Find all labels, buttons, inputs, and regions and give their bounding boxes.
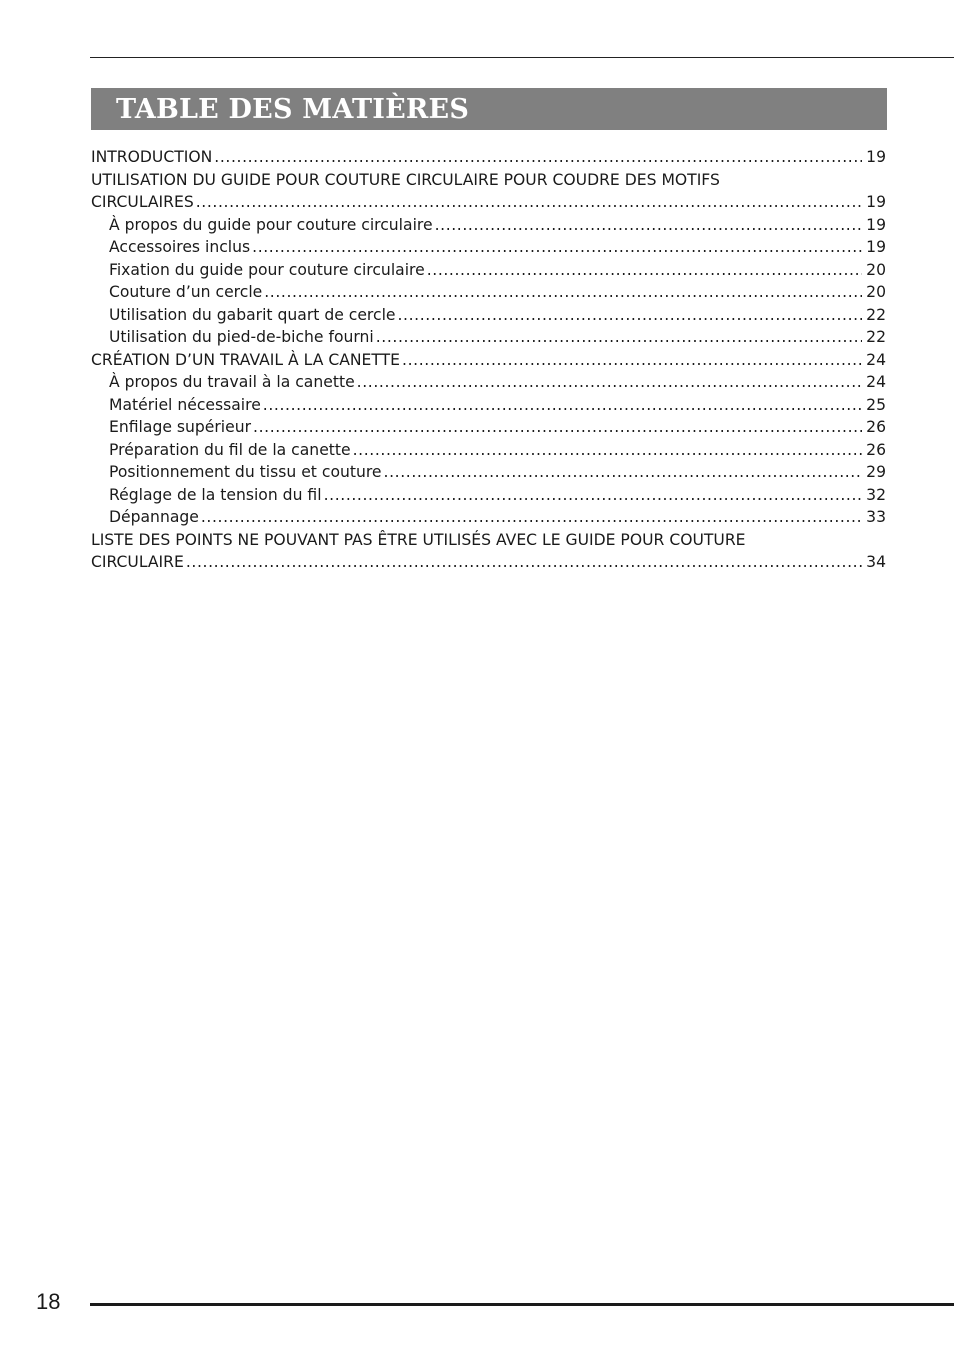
page-number: 18 [36,1289,61,1314]
toc-entry-label: CRÉATION D’UN TRAVAIL À LA CANETTE [91,350,401,369]
toc-entry-introduction[interactable] [91,146,886,169]
toc-entry-page: 26 [866,418,886,436]
toc-subentry-depannage[interactable] [91,506,886,529]
toc-entry-page: 19 [866,148,886,166]
toc-dot-leader [196,191,862,214]
toc-dot-leader [324,484,862,507]
toc-dot-leader [201,506,862,529]
toc-subentry-gabarit[interactable] [91,304,886,327]
toc-subentry-preparation-fil[interactable] [91,439,886,462]
toc-dot-leader [384,461,862,484]
toc-entry-page: 22 [866,328,886,346]
toc-dot-leader [376,326,862,349]
toc-entry-page: 24 [866,350,886,369]
toc-dot-leader [263,394,862,417]
toc-entry-label: Enfilage supérieur [109,418,252,436]
toc-subentry-accessoires[interactable] [91,236,886,259]
title-banner [91,88,887,130]
toc-entry-label: Matériel nécessaire [109,395,261,414]
toc-entry-label: Réglage de la tension du fil [109,485,322,504]
toc-entry-label: Couture d’un cercle [109,283,263,301]
toc-entry-liste-points[interactable] [91,551,886,574]
toc-entry-label: Fixation du guide pour couture circulaire [109,260,425,279]
toc-entry-page: 19 [866,193,886,211]
toc-entry-label-line1[interactable]: UTILISATION DU GUIDE POUR COUTURE CIRCULAIRE POUR COUDRE DES MOTIFS [91,170,720,189]
toc-entry-page: 19 [866,215,886,234]
toc-dot-leader [252,236,862,259]
toc-dot-leader [353,439,862,462]
toc-dot-leader [398,304,863,327]
toc-entry-label: À propos du travail à la canette [109,373,355,391]
toc-dot-leader [186,551,862,574]
toc-subentry-materiel[interactable] [91,394,886,417]
toc-entry-page: 32 [866,485,886,504]
toc-dot-leader [427,259,862,282]
toc-subentry-reglage-tension[interactable] [91,484,886,507]
toc-entry-label: Préparation du fil de la canette [109,440,351,459]
toc-entry-utilisation-guide[interactable] [91,191,886,214]
table-of-contents [91,146,886,574]
toc-entry-page: 20 [866,260,886,279]
page-title: TABLE DES MATIÈRES [116,93,470,125]
toc-entry-label: À propos du guide pour couture circulaire [109,215,433,234]
toc-entry-page: 25 [866,395,886,414]
toc-entry-label: Dépannage [109,508,199,526]
toc-entry-page: 34 [866,553,886,571]
toc-entry-page: 24 [866,373,886,391]
toc-entry-label: Utilisation du gabarit quart de cercle [109,305,396,324]
toc-dot-leader [264,281,862,304]
toc-entry-label: CIRCULAIRES [91,193,194,211]
toc-dot-leader [402,349,862,372]
top-rule [90,57,954,58]
toc-entry-label: INTRODUCTION [91,148,213,166]
toc-subentry-a-propos-guide[interactable] [91,214,886,237]
toc-entry-page: 19 [866,238,886,256]
toc-subentry-couture-cercle[interactable] [91,281,886,304]
toc-entry-page: 29 [866,463,886,481]
toc-entry-creation-canette[interactable] [91,349,886,372]
toc-subentry-positionnement[interactable] [91,461,886,484]
toc-dot-leader [253,416,862,439]
toc-dot-leader [435,214,862,237]
toc-subentry-pied-de-biche[interactable] [91,326,886,349]
toc-subentry-enfilage[interactable] [91,416,886,439]
toc-subentry-fixation[interactable] [91,259,886,282]
toc-entry-label: Utilisation du pied-de-biche fourni [109,328,374,346]
toc-entry-page: 20 [866,283,886,301]
toc-dot-leader [357,371,862,394]
toc-entry-page: 26 [866,440,886,459]
toc-entry-page: 33 [866,508,886,526]
toc-entry-label-line1[interactable]: LISTE DES POINTS NE POUVANT PAS ÊTRE UTILISÉS AVEC LE GUIDE POUR COUTURE [91,530,746,549]
toc-entry-label: Accessoires inclus [109,238,251,256]
toc-subentry-a-propos-canette[interactable] [91,371,886,394]
toc-dot-leader [214,146,862,169]
toc-entry-label: CIRCULAIRE [91,553,184,571]
toc-entry-label: Positionnement du tissu et couture [109,463,382,481]
toc-entry-page: 22 [866,305,886,324]
bottom-rule [90,1303,954,1306]
